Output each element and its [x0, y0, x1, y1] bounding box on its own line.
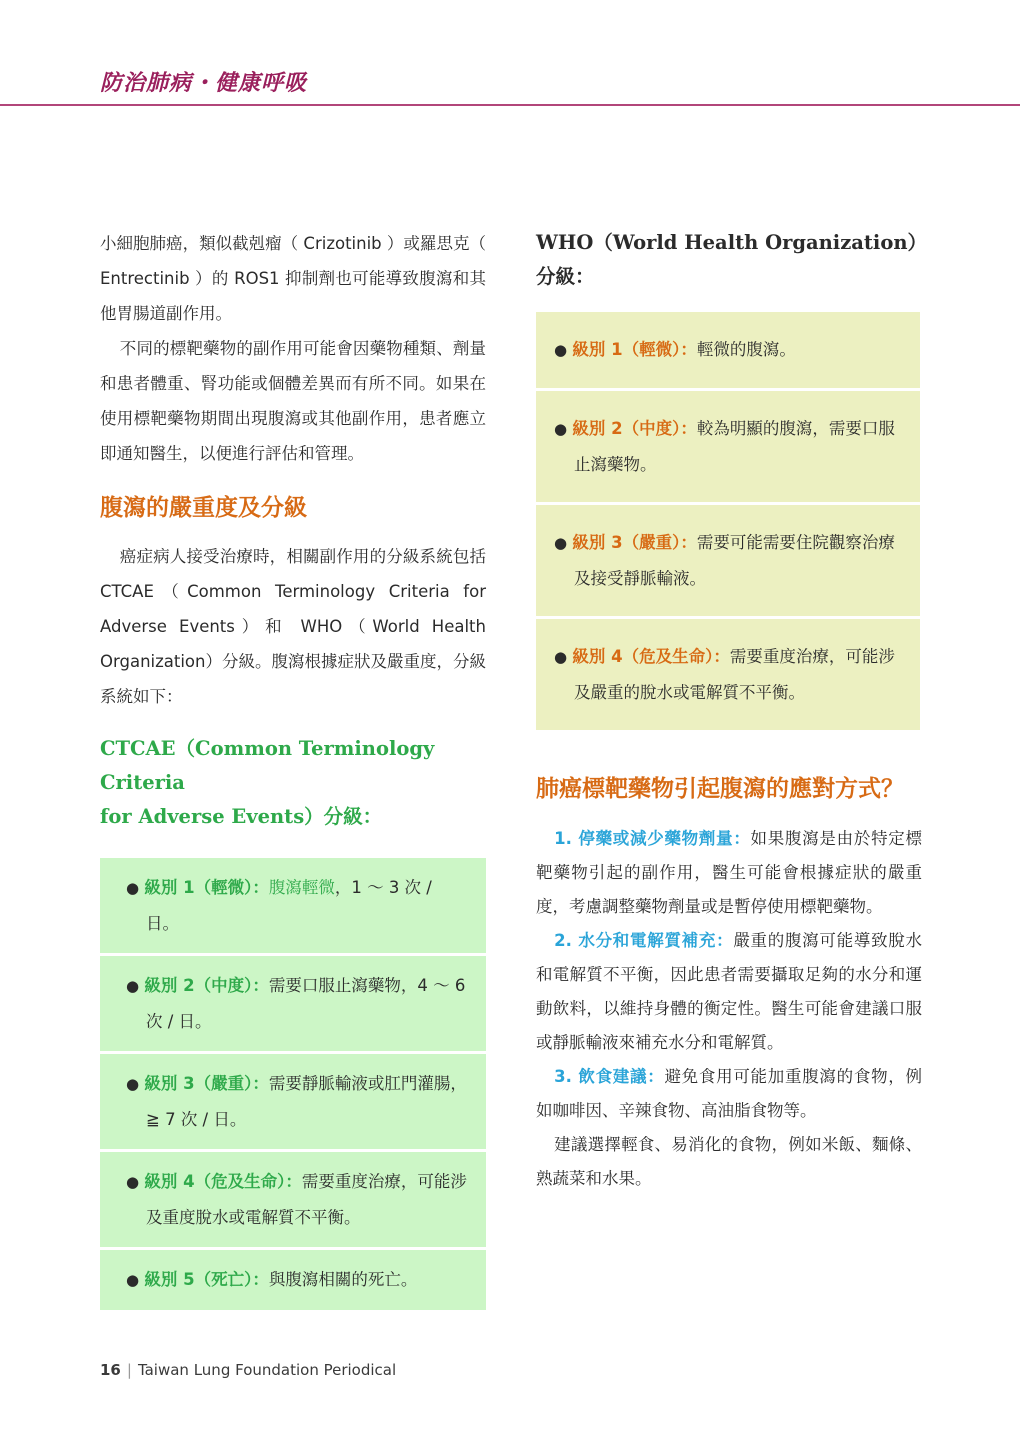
management-item-label: 2. 水分和電解質補充：	[554, 931, 734, 950]
page-footer	[100, 1361, 396, 1379]
bullet-icon: ●	[554, 341, 568, 359]
ctcae-heading-line2: for Adverse Events）分級：	[100, 805, 383, 828]
grade-label: 級別 1（輕微）：	[144, 878, 269, 897]
header-divider	[0, 104, 1020, 106]
ctcae-grade-row	[100, 1247, 486, 1310]
grade-value: 較為明顯的腹瀉，需要口服止瀉藥物。	[574, 419, 895, 474]
management-item-text: 嚴重的腹瀉可能導致脫水和電解質不平衡，因此患者需要攝取足夠的水分和運動飲料，以維持身體的衡定性。醫生可能會建議口服或靜脈輸液來補充水分和電解質。	[536, 931, 923, 1052]
ctcae-grade-row	[100, 1149, 486, 1247]
grade-label: 級別 2（中度）：	[572, 419, 697, 438]
who-grade-row	[536, 502, 920, 616]
section-title-severity: 腹瀉的嚴重度及分級	[100, 495, 307, 521]
page-number: 16	[100, 1361, 121, 1379]
grade-value: 與腹瀉相關的死亡。	[268, 1270, 418, 1289]
management-item	[536, 924, 922, 1060]
grade-value: 需要可能需要住院觀察治療及接受靜脈輸液。	[574, 533, 895, 588]
grade-value: 腹瀉輕微	[268, 878, 335, 897]
closing-paragraph: 建議選擇輕食、易消化的食物，例如米飯、麵條、熟蔬菜和水果。	[536, 1135, 922, 1188]
grade-value: 需要重度治療，可能涉及嚴重的脫水或電解質不平衡。	[574, 647, 895, 702]
bullet-icon: ●	[554, 534, 568, 552]
left-column	[100, 226, 486, 1310]
ctcae-heading-line1: CTCAE（Common Terminology Criteria	[100, 737, 435, 794]
section-title-management: 肺癌標靶藥物引起腹瀉的應對方式？	[536, 776, 904, 802]
management-list	[536, 822, 922, 1196]
right-column	[536, 226, 922, 1196]
grade-extra: ，1 ～ 3 次 / 日。	[146, 878, 432, 933]
grade-label: 級別 3（嚴重）：	[144, 1074, 269, 1093]
who-grade-row	[536, 616, 920, 730]
grade-label: 級別 5（死亡）：	[144, 1270, 269, 1289]
paragraph-side-effects: 不同的標靶藥物的副作用可能會因藥物種類、劑量和患者體重、腎功能或個體差異而有所不同。如果在使用標靶藥物期間出現腹瀉或其他副作用，患者應立即通知醫生，以便進行評估和管理。	[100, 339, 486, 463]
bullet-icon: ●	[554, 648, 568, 666]
management-item-label: 1. 停藥或減少藥物劑量：	[554, 829, 751, 848]
who-heading: WHO（World Health Organization）分級：	[536, 231, 918, 288]
management-item	[536, 1060, 922, 1128]
grade-label: 級別 4（危及生命）：	[144, 1172, 302, 1191]
grade-label: 級別 1（輕微）：	[572, 340, 697, 359]
ctcae-grade-table	[100, 858, 486, 1310]
bullet-icon: ●	[126, 1173, 140, 1191]
who-grade-row	[536, 312, 920, 388]
publication-name: Taiwan Lung Foundation Periodical	[137, 1361, 397, 1379]
management-item-text: 避免食用可能加重腹瀉的食物，例如咖啡因、辛辣食物、高油脂食物等。	[536, 1067, 923, 1120]
grade-value: 需要口服止瀉藥物，4 ～ 6 次 / 日。	[146, 976, 466, 1031]
bullet-icon: ●	[126, 1271, 140, 1289]
running-header-title: 防治肺病・健康呼吸	[100, 70, 308, 96]
bullet-icon: ●	[554, 420, 568, 438]
management-item-text: 如果腹瀉是由於特定標靶藥物引起的副作用，醫生可能會根據症狀的嚴重度，考慮調整藥物劑量或是暫停使用標靶藥物。	[536, 829, 923, 916]
paragraph-ros1: 小細胞肺癌，類似截剋瘤（ Crizotinib ）或羅思克（ Entrectinib ）的 ROS1 抑制劑也可能導致腹瀉和其他胃腸道副作用。	[100, 234, 486, 323]
grade-value: 需要重度治療，可能涉及重度脫水或電解質不平衡。	[146, 1172, 467, 1227]
bullet-icon: ●	[126, 977, 140, 995]
grade-label: 級別 4（危及生命）：	[572, 647, 730, 666]
ctcae-grade-row	[100, 858, 486, 953]
grade-value: 需要靜脈輸液或肛門灌腸，≧ 7 次 / 日。	[146, 1074, 467, 1129]
who-grade-table	[536, 312, 920, 730]
grade-value: 輕微的腹瀉。	[696, 340, 796, 359]
bullet-icon: ●	[126, 879, 140, 897]
management-item	[536, 822, 922, 924]
ctcae-heading	[100, 732, 486, 834]
paragraph-grading-systems: 癌症病人接受治療時，相關副作用的分級系統包括 CTCAE（Common Terminology Criteria for Adverse Events）和 WHO（World Health Organization）分級。腹瀉根據症狀及嚴重度，分級系統如下：	[100, 547, 486, 706]
grade-label: 級別 3（嚴重）：	[572, 533, 697, 552]
who-grade-row	[536, 388, 920, 502]
grade-label: 級別 2（中度）：	[144, 976, 269, 995]
management-item-label: 3. 飲食建議：	[554, 1067, 665, 1086]
footer-separator: |	[126, 1361, 132, 1379]
bullet-icon: ●	[126, 1075, 140, 1093]
ctcae-grade-row	[100, 953, 486, 1051]
ctcae-grade-row	[100, 1051, 486, 1149]
